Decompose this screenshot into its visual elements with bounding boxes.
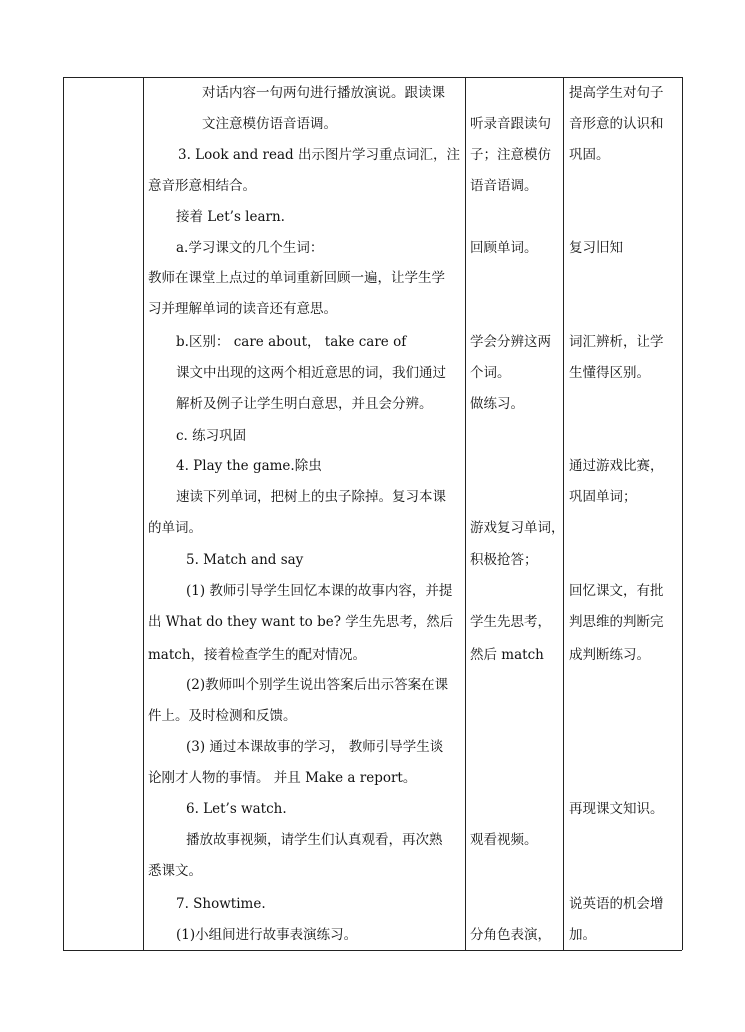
activity-line: 对话内容一句两句进行播放演说。跟读课 — [202, 85, 445, 101]
activity-line: b.区别： care about， take care of — [176, 334, 407, 350]
activity-line: 文注意模仿语音语调。 — [202, 116, 337, 132]
activity-line: c. 练习巩固 — [176, 428, 247, 444]
purpose-line: 判思维的判断完 — [569, 614, 664, 630]
activity-line: 论刚才人物的事情。 并且 Make a report。 — [148, 770, 417, 786]
activity-line: 4. Play the game.除虫 — [176, 458, 322, 474]
student-line: 个词。 — [470, 365, 511, 381]
activity-line: 悉课文。 — [148, 863, 202, 879]
student-line: 做练习。 — [470, 396, 524, 412]
student-line: 听录音跟读句 — [470, 116, 551, 132]
purpose-line: 再现课文知识。 — [569, 801, 664, 817]
activity-line: 的单词。 — [148, 520, 202, 536]
activity-line: 速读下列单词，把树上的虫子除掉。复习本课 — [176, 489, 446, 505]
activity-line: 播放故事视频，请学生们认真观看，再次熟 — [186, 832, 443, 848]
purpose-line: 巩固单词； — [569, 489, 637, 505]
purpose-line: 巩固。 — [569, 147, 610, 163]
activity-line: 7. Showtime. — [176, 896, 266, 912]
activity-line: 5. Match and say — [186, 552, 304, 568]
student-line: 积极抢答； — [470, 552, 538, 568]
student-line: 分角色表演， — [470, 927, 551, 943]
table-border-left — [63, 77, 64, 950]
activity-line: a.学习课文的几个生词： — [176, 240, 324, 256]
student-line: 观看视频。 — [470, 832, 538, 848]
activity-line: 6. Let’s watch. — [186, 801, 287, 817]
activity-line: (3) 通过本课故事的学习， 教师引导学生谈 — [186, 739, 444, 755]
table-divider-1 — [143, 77, 144, 950]
activity-line: match，接着检查学生的配对情况。 — [148, 647, 367, 663]
purpose-line: 成判断练习。 — [569, 647, 650, 663]
activity-line: 3. Look and read 出示图片学习重点词汇，注 — [178, 147, 460, 163]
student-line: 子；注意模仿 — [470, 147, 551, 163]
activity-line: 接着 Let’s learn. — [176, 209, 285, 225]
table-top-border — [63, 77, 682, 78]
student-line: 然后 match — [470, 647, 544, 663]
student-line: 游戏复习单词， — [470, 520, 565, 536]
table-bottom-border — [63, 950, 682, 951]
table-divider-2 — [465, 77, 466, 950]
activity-line: 意音形意相结合。 — [148, 178, 256, 194]
purpose-line: 生懂得区别。 — [569, 365, 650, 381]
activity-line: (1) 教师引导学生回忆本课的故事内容，并提 — [186, 583, 453, 599]
activity-line: 习并理解单词的读音还有意思。 — [148, 301, 337, 317]
student-line: 回顾单词。 — [470, 240, 538, 256]
activity-line: 件上。及时检测和反馈。 — [148, 708, 297, 724]
table-border-right — [682, 77, 683, 950]
student-line: 学会分辨这两 — [470, 334, 551, 350]
activity-line: (2)教师叫个别学生说出答案后出示答案在课 — [186, 677, 449, 693]
purpose-line: 回忆课文，有批 — [569, 583, 664, 599]
purpose-line: 通过游戏比赛， — [569, 458, 664, 474]
purpose-line: 复习旧知 — [569, 240, 623, 256]
purpose-line: 音形意的认识和 — [569, 116, 664, 132]
table-divider-3 — [563, 77, 564, 950]
purpose-line: 说英语的机会增 — [569, 896, 664, 912]
activity-line: (1)小组间进行故事表演练习。 — [176, 927, 358, 943]
activity-line: 教师在课堂上点过的单词重新回顾一遍，让学生学 — [148, 270, 445, 286]
activity-line: 课文中出现的这两个相近意思的词，我们通过 — [176, 365, 446, 381]
purpose-line: 加。 — [569, 927, 596, 943]
activity-line: 解析及例子让学生明白意思，并且会分辨。 — [176, 396, 433, 412]
purpose-line: 词汇辨析，让学 — [569, 334, 664, 350]
student-line: 语音语调。 — [470, 178, 538, 194]
student-line: 学生先思考， — [470, 614, 551, 630]
purpose-line: 提高学生对句子 — [569, 85, 664, 101]
activity-line: 出 What do they want to be? 学生先思考，然后 — [148, 614, 454, 630]
